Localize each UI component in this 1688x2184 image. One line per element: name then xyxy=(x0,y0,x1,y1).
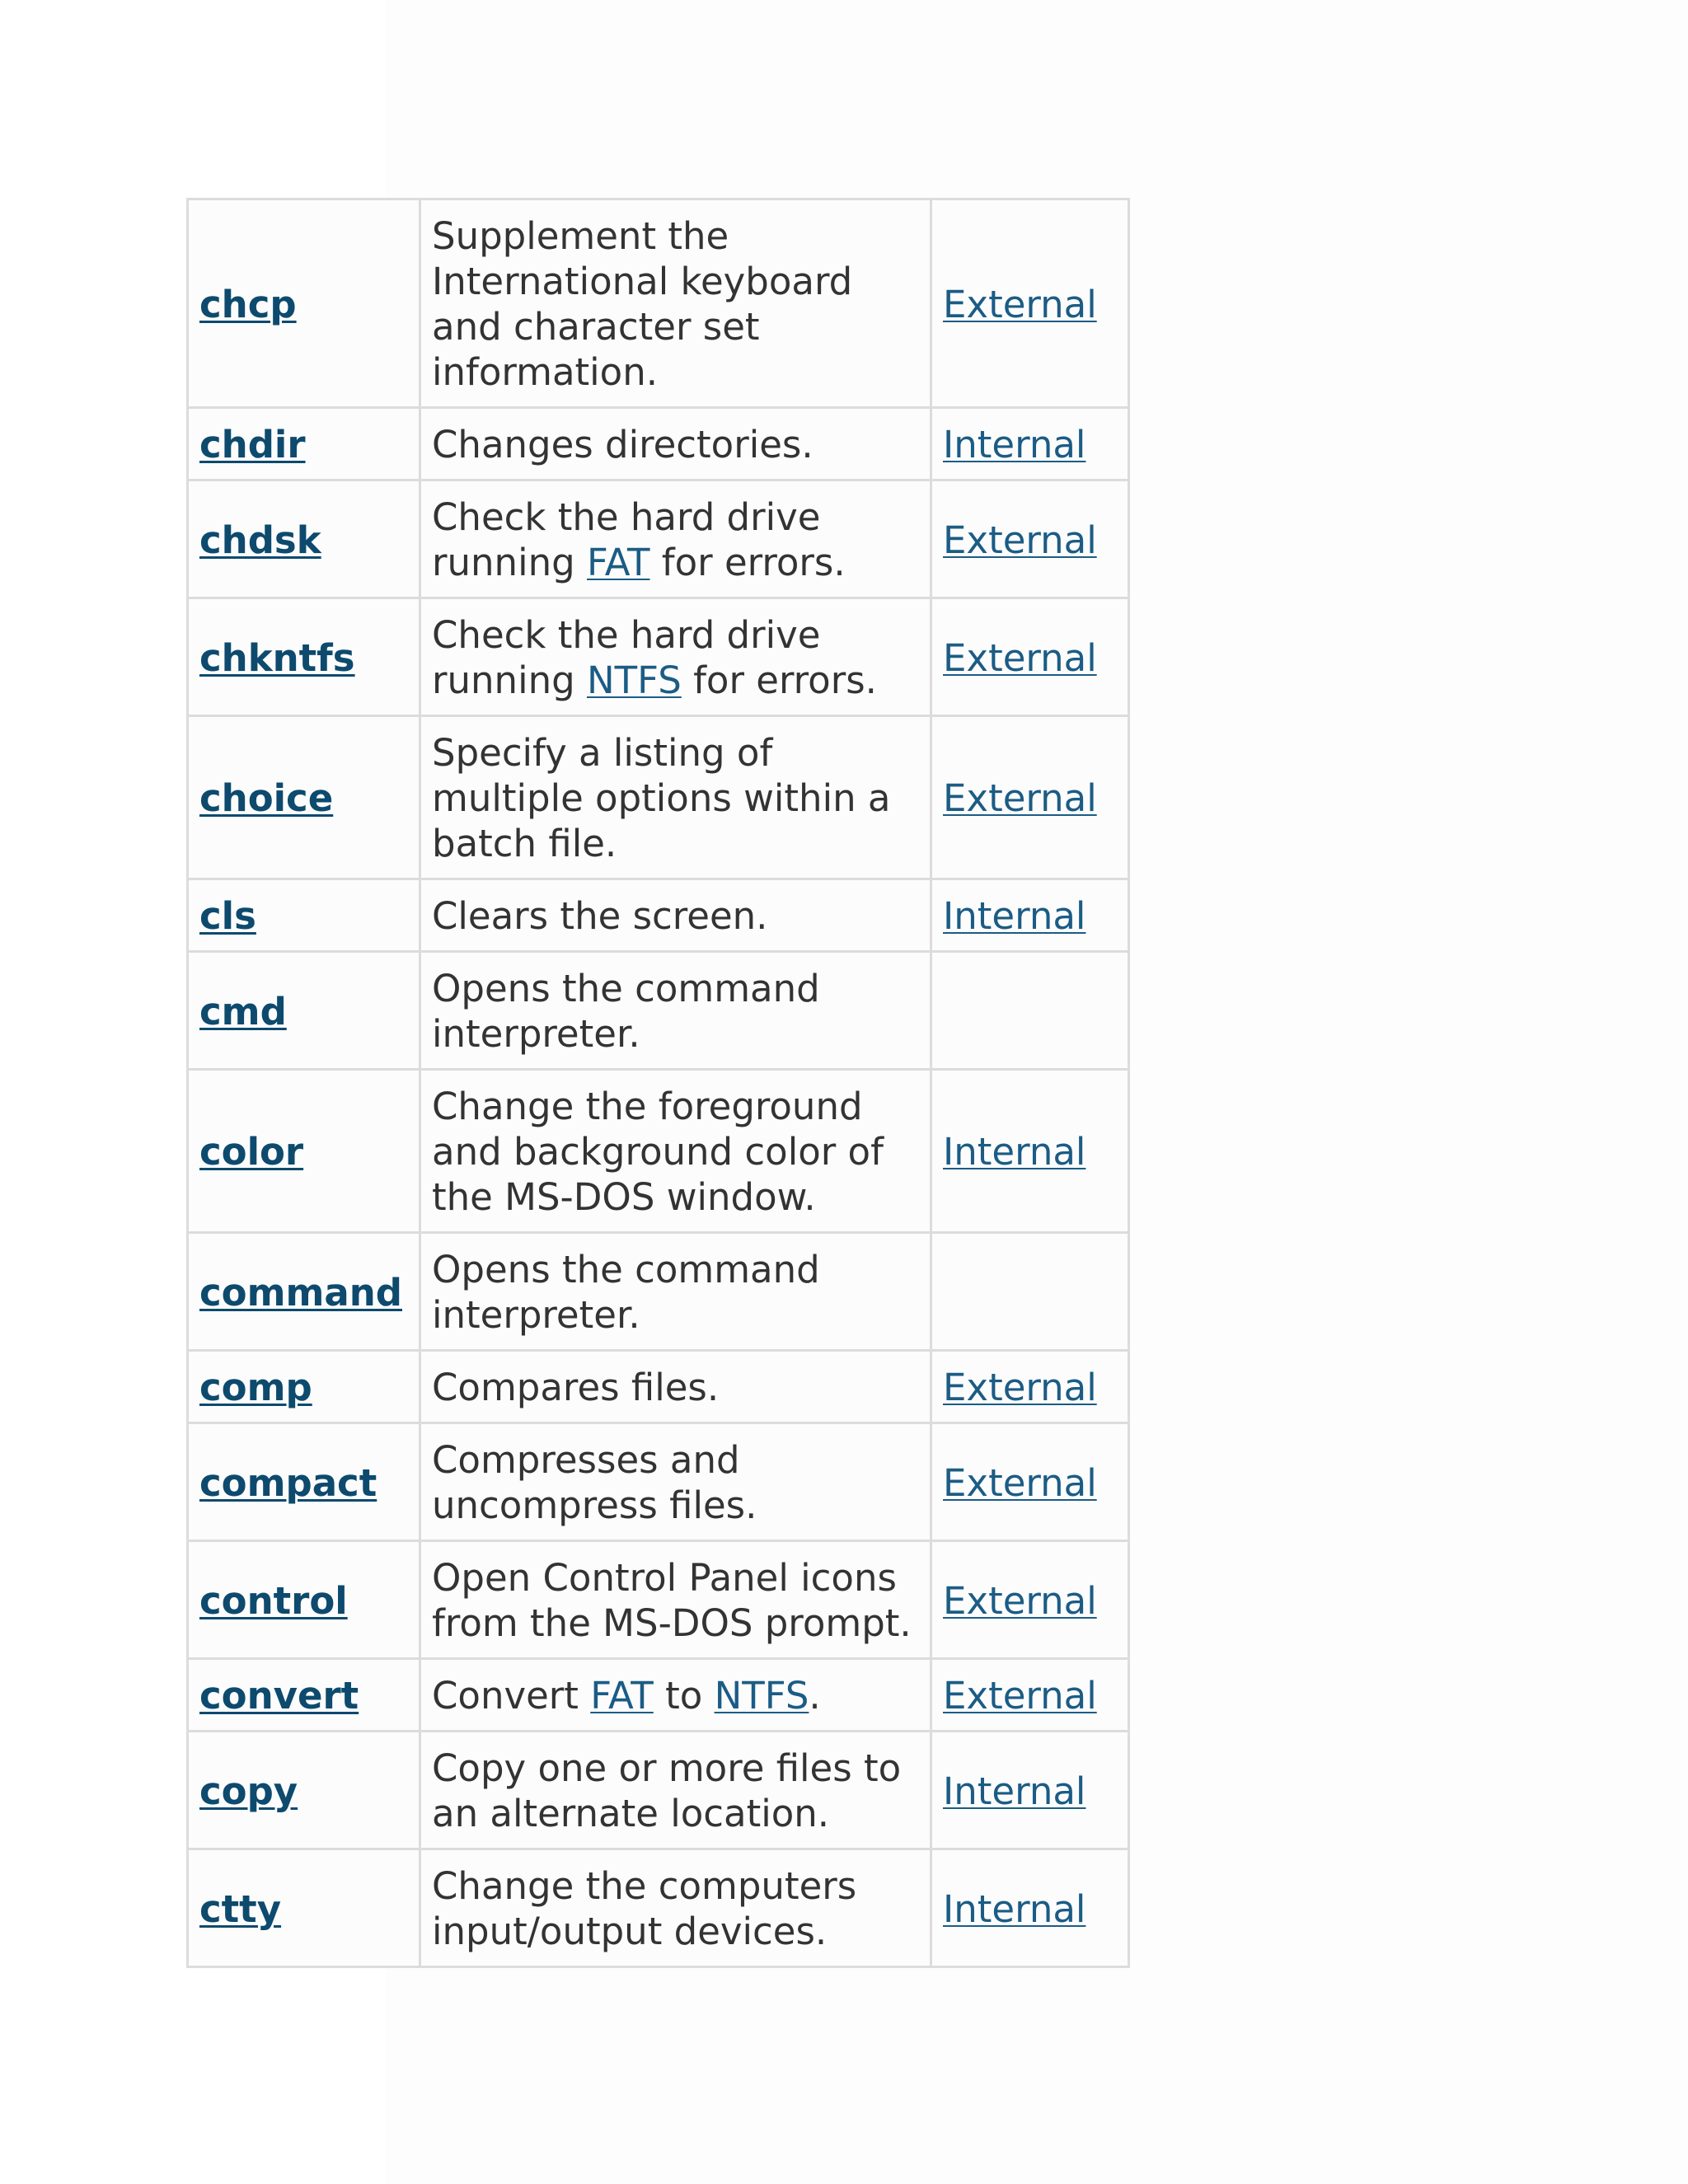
table-row xyxy=(188,1351,1129,1423)
command-cell xyxy=(188,598,420,716)
fat-link[interactable]: FAT xyxy=(590,1674,654,1718)
description-cell xyxy=(420,1423,931,1541)
description-text: Compares files. xyxy=(432,1366,720,1409)
description-text: Compresses and uncompress files. xyxy=(432,1438,757,1527)
type-cell xyxy=(931,1423,1129,1541)
description-text: Change the foreground and background color of the MS-DOS window. xyxy=(432,1085,884,1219)
type-cell xyxy=(931,716,1129,879)
command-link-ctty[interactable]: ctty xyxy=(199,1886,282,1931)
command-cell xyxy=(188,199,420,408)
table-row xyxy=(188,1849,1129,1967)
type-cell xyxy=(931,1233,1129,1351)
table-row xyxy=(188,199,1129,408)
command-link-cmd[interactable]: cmd xyxy=(199,989,287,1033)
table-row xyxy=(188,716,1129,879)
type-cell xyxy=(931,598,1129,716)
table-row xyxy=(188,1659,1129,1732)
command-link-choice[interactable]: choice xyxy=(199,776,334,820)
command-link-chdsk[interactable]: chdsk xyxy=(199,518,321,562)
command-link-color[interactable]: color xyxy=(199,1130,304,1174)
type-cell xyxy=(931,199,1129,408)
command-link-chkntfs[interactable]: chkntfs xyxy=(199,635,355,680)
table-row xyxy=(188,1233,1129,1351)
table-row xyxy=(188,1423,1129,1541)
type-link[interactable]: External xyxy=(943,1674,1097,1718)
table-row xyxy=(188,1070,1129,1233)
command-link-copy[interactable]: copy xyxy=(199,1769,298,1813)
command-link-comp[interactable]: comp xyxy=(199,1366,312,1409)
table-row xyxy=(188,598,1129,716)
description-text: to xyxy=(653,1674,715,1718)
description-cell xyxy=(420,1351,931,1423)
description-cell xyxy=(420,408,931,480)
type-cell xyxy=(931,952,1129,1070)
description-text: Check the hard drive running xyxy=(432,613,821,702)
command-cell xyxy=(188,1423,420,1541)
description-cell xyxy=(420,199,931,408)
type-link[interactable]: External xyxy=(943,635,1097,680)
description-cell xyxy=(420,1732,931,1849)
type-cell xyxy=(931,1351,1129,1423)
description-cell xyxy=(420,716,931,879)
description-cell xyxy=(420,1233,931,1351)
type-cell xyxy=(931,1849,1129,1967)
command-link-chcp[interactable]: chcp xyxy=(199,282,297,326)
type-link[interactable]: Internal xyxy=(943,423,1086,466)
type-cell xyxy=(931,1732,1129,1849)
command-link-command[interactable]: command xyxy=(199,1270,402,1315)
command-link-compact[interactable]: compact xyxy=(199,1460,377,1505)
description-cell xyxy=(420,1849,931,1967)
type-cell xyxy=(931,1070,1129,1233)
table-row xyxy=(188,408,1129,480)
command-cell xyxy=(188,408,420,480)
table-row xyxy=(188,879,1129,952)
type-link[interactable]: Internal xyxy=(943,894,1086,938)
description-cell xyxy=(420,480,931,598)
command-link-chdir[interactable]: chdir xyxy=(199,423,306,466)
type-link[interactable]: External xyxy=(943,282,1097,326)
description-cell xyxy=(420,1070,931,1233)
ntfs-link[interactable]: NTFS xyxy=(586,658,682,702)
description-text: Changes directories. xyxy=(432,423,814,466)
description-text: Specify a listing of multiple options within a batch file. xyxy=(432,731,891,865)
description-text: Copy one or more files to an alternate location. xyxy=(432,1746,902,1835)
type-cell xyxy=(931,1659,1129,1732)
description-text: for errors. xyxy=(649,541,846,584)
command-cell xyxy=(188,480,420,598)
command-cell xyxy=(188,1732,420,1849)
type-link[interactable]: Internal xyxy=(943,1130,1086,1174)
command-cell xyxy=(188,1233,420,1351)
command-cell xyxy=(188,1351,420,1423)
description-cell xyxy=(420,1659,931,1732)
type-link[interactable]: External xyxy=(943,1366,1097,1409)
type-cell xyxy=(931,1541,1129,1659)
type-cell xyxy=(931,408,1129,480)
description-text: for errors. xyxy=(681,658,877,702)
type-link[interactable]: External xyxy=(943,1460,1097,1505)
command-link-convert[interactable]: convert xyxy=(199,1674,359,1718)
description-cell xyxy=(420,952,931,1070)
type-link[interactable]: Internal xyxy=(943,1886,1086,1931)
command-cell xyxy=(188,1070,420,1233)
table-row xyxy=(188,1732,1129,1849)
description-cell xyxy=(420,598,931,716)
description-cell xyxy=(420,879,931,952)
command-link-control[interactable]: control xyxy=(199,1578,348,1623)
description-text: Check the hard drive running xyxy=(432,495,821,584)
command-cell xyxy=(188,1541,420,1659)
table-row xyxy=(188,1541,1129,1659)
ntfs-link[interactable]: NTFS xyxy=(714,1674,809,1718)
description-text: Opens the command interpreter. xyxy=(432,1248,820,1337)
description-text: Convert xyxy=(432,1674,591,1718)
command-cell xyxy=(188,952,420,1070)
command-cell xyxy=(188,879,420,952)
table-row xyxy=(188,480,1129,598)
type-link[interactable]: Internal xyxy=(943,1769,1086,1813)
type-cell xyxy=(931,879,1129,952)
type-link[interactable]: External xyxy=(943,518,1097,562)
description-text: Change the computers input/output devices. xyxy=(432,1864,857,1953)
description-text: . xyxy=(809,1674,821,1718)
command-cell xyxy=(188,716,420,879)
command-cell xyxy=(188,1659,420,1732)
description-text: Opens the command interpreter. xyxy=(432,967,820,1056)
type-cell xyxy=(931,480,1129,598)
command-link-cls[interactable]: cls xyxy=(199,894,256,938)
type-link[interactable]: External xyxy=(943,1578,1097,1623)
command-cell xyxy=(188,1849,420,1967)
commands-table xyxy=(186,198,1130,1968)
type-link[interactable]: External xyxy=(943,776,1097,820)
description-text: Clears the screen. xyxy=(432,894,768,938)
table-row xyxy=(188,952,1129,1070)
description-cell xyxy=(420,1541,931,1659)
description-text: Open Control Panel icons from the MS-DOS prompt. xyxy=(432,1556,912,1645)
description-text: Supplement the International keyboard and character set information. xyxy=(432,214,853,394)
fat-link[interactable]: FAT xyxy=(586,541,650,584)
